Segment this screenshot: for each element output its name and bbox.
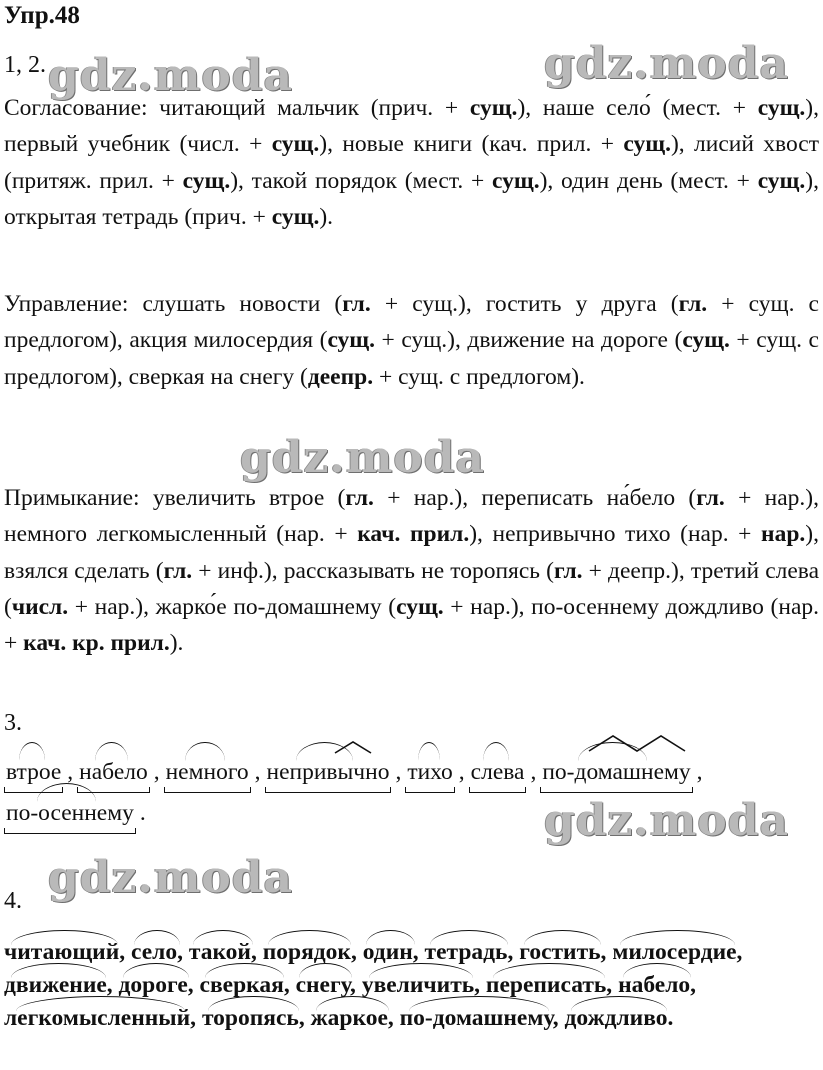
punctuation: , [458,759,465,785]
part-of-speech-label: сущ. [682,327,730,354]
part-of-speech-label: нар. [761,521,806,548]
punctuation: , [67,759,74,785]
root-arc-mark [193,930,253,945]
text-fragment: + нар.), по-осеннему дождливо (нар. + [4,593,820,657]
stressed-word-text: дождливо. [564,1005,674,1031]
part-of-speech-label: гл. [163,557,193,584]
stressed-word-text: движение, [4,972,113,998]
part-of-speech-label: деепр. [307,363,374,390]
part-of-speech-label: гл. [345,485,374,511]
stressed-word [4,1002,196,1035]
morphemic-word [77,752,150,793]
stressed-word-text: жаркое, [310,1005,394,1031]
stressed-word-text: торопясь, [201,1005,305,1031]
root-arc-mark [524,930,601,945]
suffix-roof-mark [587,734,687,752]
morphemic-word [405,752,454,793]
root-arc-mark [418,742,440,761]
punctuation: , [153,759,160,785]
text-fragment: + деепр.), третий слева ( [4,557,819,620]
section-number-1-2: 1, 2. [4,52,46,78]
stressed-word [612,936,742,969]
stressed-word-text: порядок, [262,939,357,965]
part-of-speech-label: гл. [678,291,708,317]
morphemic-word [540,752,692,793]
stressed-word-text: милосердие, [612,939,743,965]
text-fragment: ), непривычно тихо (нар. + [469,521,762,548]
suffix-roof-mark [333,740,373,754]
stressed-word [400,1002,559,1035]
text-fragment: + нар.), переписать на́бело ( [373,485,697,511]
text-fragment: Согласование: читающий мальчик (прич. + [4,95,470,121]
watermark: gdz.moda [48,852,294,903]
stressed-word-text: переписать, [485,972,613,998]
stressed-word-text: легкомысленный, [4,1005,197,1031]
watermark: gdz.moda [544,38,790,89]
stressed-word-text: читающий, [4,939,126,965]
text-fragment: ), открытая тетрадь (прич. + [4,167,819,230]
word-row [4,1002,819,1035]
part-of-speech-label: числ. [11,593,69,620]
root-arc-mark [95,742,128,761]
stressed-word [311,1002,394,1035]
part-of-speech-label: сущ. [271,203,320,230]
stressed-word-text: тетрадь, [424,939,514,965]
text-fragment: ), новые книги (кач. прил. + [319,131,624,158]
morphemic-word-text: втрое [6,752,61,792]
text-fragment: + сущ.), гостить у друга ( [370,291,679,317]
part-of-speech-label: сущ. [623,131,671,158]
text-fragment: ), такой порядок (мест. + [230,167,492,194]
government-paragraph [4,286,819,395]
morphemic-word [469,752,527,793]
stressed-word [565,1002,674,1035]
morphemic-word-text: немного [166,752,249,792]
stressed-word-text: село, [131,939,183,965]
text-fragment: + нар.), жарко́е по-домашнему ( [68,593,397,620]
punctuation: , [696,759,703,785]
text-fragment: Примыкание: увеличить втрое ( [4,485,346,511]
exercise-title: Упр.48 [4,2,80,29]
stressed-word [263,936,357,969]
stressed-word-text: дороге, [118,972,194,998]
text-fragment: + сущ. с предлогом). [373,363,585,390]
part-of-speech-label: сущ. [469,95,518,121]
stressed-word-text: по-домашнему, [399,1005,559,1031]
text-fragment: ), один день (мест. + [539,167,758,194]
part-of-speech-label: сущ. [492,167,540,194]
part-of-speech-label: сущ. [271,131,320,158]
stressed-word-text: сверкая, [199,972,290,998]
root-arc-mark [19,742,46,761]
text-fragment: + сущ.), движение на дороге ( [375,327,683,354]
adjunction-paragraph [4,480,819,661]
stressed-word-text: такой, [188,939,257,965]
text-fragment: ), наше село́ (мест. + [517,95,758,121]
stressed-word-text: гостить, [519,939,607,965]
punctuation: , [395,759,402,785]
morphemic-word-text: набело [79,752,148,792]
root-arc-mark [134,930,180,945]
part-of-speech-label: сущ. [757,95,806,121]
section-number-3: 3. [4,710,22,736]
morphemic-word-text: по-домашнему [542,752,690,792]
stressed-word-text: увеличить, [361,972,481,998]
punctuation: . [139,800,146,826]
text-fragment: ), первый учебник (числ. + [4,95,819,158]
morphemic-word [265,752,392,793]
morphemic-word-text: тихо [407,752,452,792]
text-fragment: ), лисий хвост (притяж. прил. + [4,131,820,194]
part-of-speech-label: сущ. [182,167,231,194]
root-arc-mark [185,742,224,761]
stressed-word-text: один, [362,939,419,965]
root-arc-mark [620,930,735,945]
text-fragment: Управление: слушать новости ( [4,291,343,317]
stressed-word-text: снегу, [295,972,356,998]
part-of-speech-label: сущ. [396,593,444,620]
text-fragment: + нар.), немного легкомысленный (нар. + [4,485,819,548]
root-arc-mark [430,930,508,945]
watermark: gdz.moda [544,795,790,846]
text-fragment: ). [319,203,334,230]
morphemic-word [4,793,136,834]
text-fragment: + сущ. с предлогом), сверкая на снегу ( [4,327,819,390]
morphemic-word-list [4,752,819,834]
morphemic-word-text: по-осеннему [6,793,134,833]
part-of-speech-label: кач. кр. прил. [23,630,170,657]
text-fragment: + сущ. с предлогом), акция милосердия ( [4,291,819,354]
part-of-speech-label: гл. [553,557,583,584]
punctuation: , [254,759,261,785]
agreement-paragraph [4,90,819,235]
root-arc-mark [483,742,509,761]
part-of-speech-label: гл. [342,291,371,317]
stress-word-list [4,936,819,1035]
text-fragment: ). [169,630,184,657]
text-fragment: + инф.), рассказывать не торопясь ( [192,557,554,584]
morphemic-word [164,752,251,793]
root-arc-mark [11,930,118,945]
root-arc-mark [268,930,351,945]
part-of-speech-label: сущ. [757,167,806,194]
punctuation: , [530,759,537,785]
stressed-word [202,1002,305,1035]
part-of-speech-label: гл. [696,485,725,511]
stressed-word-text: набело, [618,972,697,998]
root-arc-mark [366,930,415,945]
text-fragment: ), взялся сделать ( [4,521,819,584]
watermark: gdz.moda [48,50,294,101]
part-of-speech-label: сущ. [327,327,376,354]
morphemic-word-text: слева [471,752,525,792]
section-number-4: 4. [4,888,22,914]
watermark: gdz.moda [240,432,486,483]
morphemic-word-text: непривычно [267,752,390,792]
part-of-speech-label: кач. прил. [357,521,470,548]
